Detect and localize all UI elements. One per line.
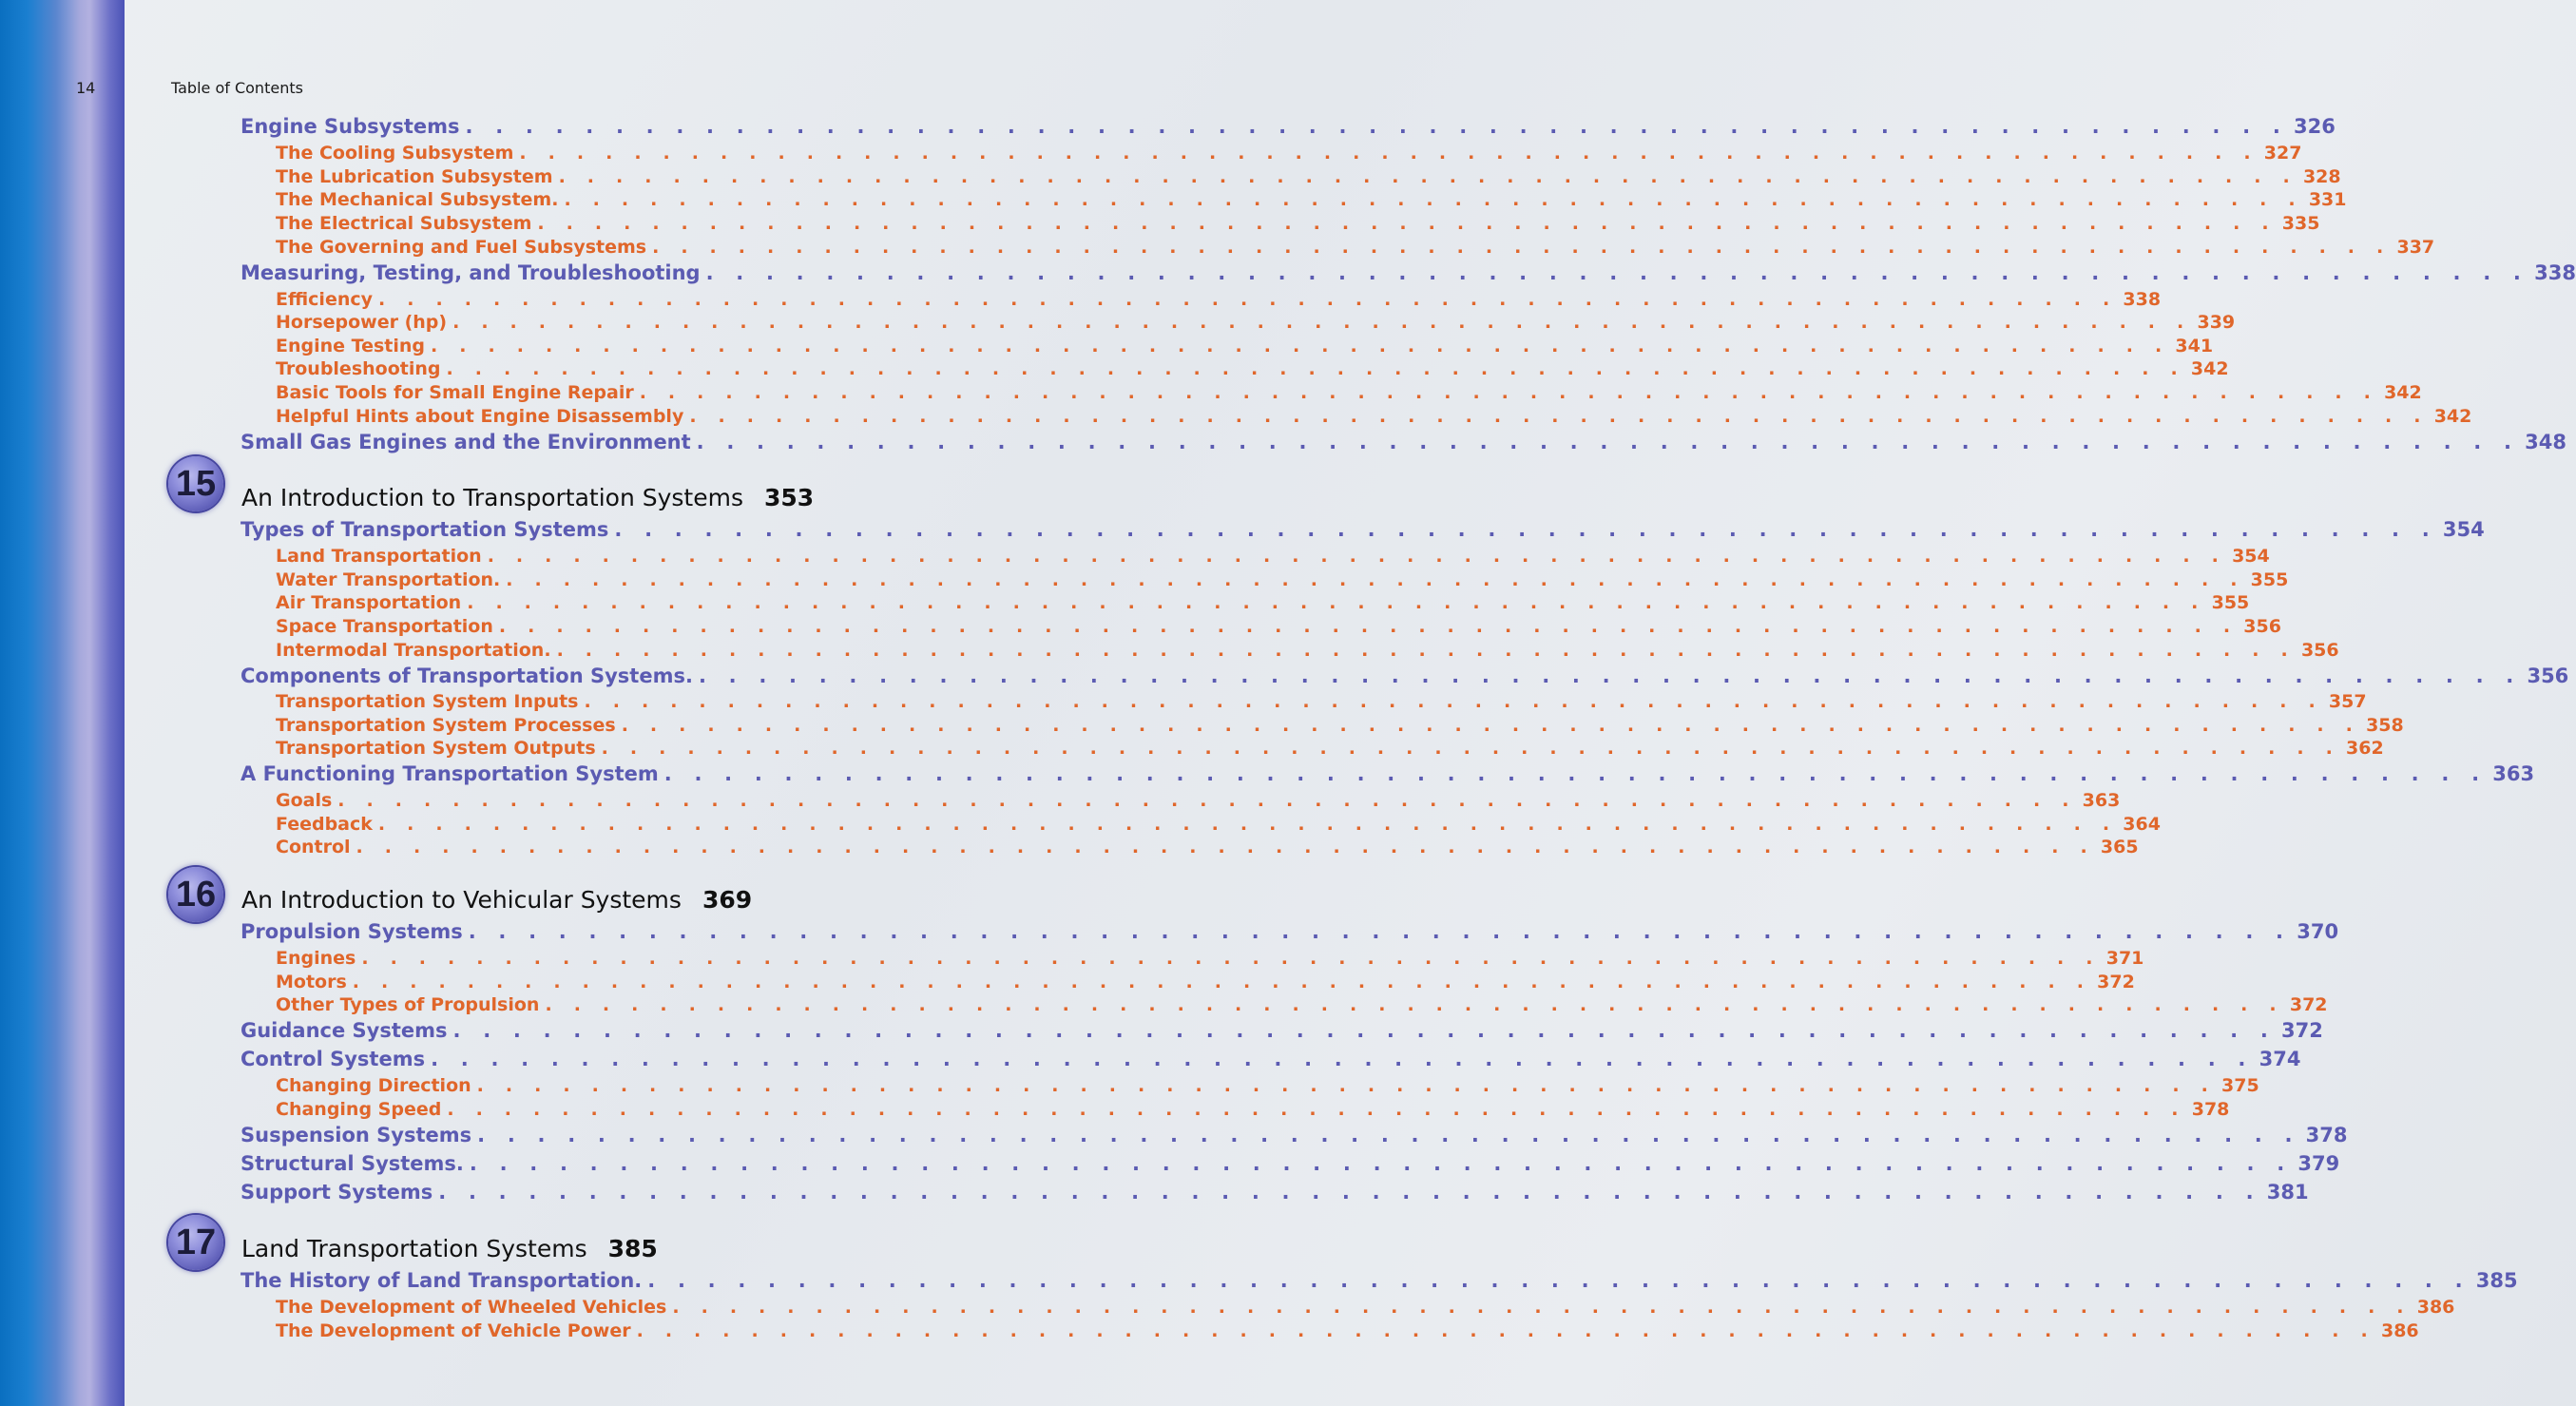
entry-title: Suspension Systems bbox=[240, 1124, 472, 1146]
entry-page-number: 365 bbox=[2100, 837, 2139, 857]
toc-subsection-entry[interactable] bbox=[276, 592, 2250, 613]
entry-page-number: 386 bbox=[2380, 1320, 2419, 1341]
dot-leader: . . . . . . . . . . . . . . . . . . . . . . . . . . . . . . . . . . . . . . . . . . . . . . . . . . . . . . . . . . . . . bbox=[705, 261, 2529, 284]
entry-page-number: 328 bbox=[2302, 166, 2341, 187]
chapter-title[interactable] bbox=[241, 886, 752, 914]
entry-page-number: 342 bbox=[2433, 406, 2472, 427]
toc-section-entry[interactable] bbox=[240, 1124, 2348, 1146]
entry-title: Water Transportation. bbox=[276, 569, 501, 590]
entry-title: Guidance Systems bbox=[240, 1019, 448, 1042]
dot-leader: . . . . . . . . . . . . . . . . . . . . . . . . . . . . . . . . . . . . . . . . . . . . . . . . . . . . . . . . . . . . . bbox=[696, 431, 2520, 453]
dot-leader: . . . . . . . . . . . . . . . . . . . . . . . . . . . . . . . . . . . . . . . . . . . . . . . . . . . . . . . . . . . . . bbox=[584, 691, 2323, 712]
toc-section-entry[interactable] bbox=[240, 1181, 2309, 1204]
entry-title: Changing Speed bbox=[276, 1099, 442, 1120]
entry-title: Support Systems bbox=[240, 1181, 433, 1204]
entry-page-number: 372 bbox=[2097, 972, 2135, 992]
entry-title: Small Gas Engines and the Environment bbox=[240, 431, 691, 453]
entry-title: Components of Transportation Systems. bbox=[240, 664, 693, 687]
toc-subsection-entry[interactable] bbox=[276, 569, 2289, 590]
toc-section-entry[interactable] bbox=[240, 431, 2567, 453]
toc-section-entry[interactable] bbox=[240, 1269, 2518, 1292]
entry-page-number: 348 bbox=[2525, 431, 2567, 453]
entry-page-number: 358 bbox=[2366, 715, 2404, 736]
toc-subsection-entry[interactable] bbox=[276, 1320, 2419, 1341]
entry-page-number: 363 bbox=[2492, 762, 2535, 785]
toc-section-entry[interactable] bbox=[240, 115, 2336, 138]
entry-title: Feedback bbox=[276, 814, 373, 835]
entry-page-number: 378 bbox=[2305, 1124, 2348, 1146]
page-number: 14 bbox=[76, 79, 96, 97]
dot-leader: . . . . . . . . . . . . . . . . . . . . . . . . . . . . . . . . . . . . . . . . . . . . . . . . . . . . . . . . . . . . . bbox=[477, 1124, 2300, 1146]
entry-title: Motors bbox=[276, 972, 347, 992]
entry-title: Space Transportation bbox=[276, 616, 493, 637]
dot-leader: . . . . . . . . . . . . . . . . . . . . . . . . . . . . . . . . . . . . . . . . . . . . . . . . . . . . . . . . . . . . . bbox=[647, 1269, 2470, 1292]
entry-page-number: 356 bbox=[2527, 664, 2569, 687]
entry-title: Changing Direction bbox=[276, 1075, 471, 1096]
dot-leader: . . . . . . . . . . . . . . . . . . . . . . . . . . . . . . . . . . . . . . . . . . . . . . . . . . . . . . . . . . . . . bbox=[352, 972, 2092, 992]
dot-leader: . . . . . . . . . . . . . . . . . . . . . . . . . . . . . . . . . . . . . . . . . . . . . . . . . . . . . . . . . . . . . bbox=[378, 289, 2118, 310]
dot-leader: . . . . . . . . . . . . . . . . . . . . . . . . . . . . . . . . . . . . . . . . . . . . . . . . . . . . . . . . . . . . . bbox=[564, 189, 2303, 210]
entry-page-number: 354 bbox=[2232, 546, 2270, 567]
dot-leader: . . . . . . . . . . . . . . . . . . . . . . . . . . . . . . . . . . . . . . . . . . . . . . . . . . . . . . . . . . . . . bbox=[537, 213, 2277, 234]
toc-subsection-entry[interactable] bbox=[276, 640, 2339, 661]
entry-title: Intermodal Transportation. bbox=[276, 640, 551, 661]
chapter-title[interactable] bbox=[241, 484, 814, 511]
dot-leader: . . . . . . . . . . . . . . . . . . . . . . . . . . . . . . . . . . . . . . . . . . . . . . . . . . . . . . . . . . . . . bbox=[663, 762, 2488, 785]
chapter-title-text: Land Transportation Systems bbox=[241, 1235, 587, 1262]
chapter-number-badge: 16 bbox=[168, 867, 223, 922]
dot-leader: . . . . . . . . . . . . . . . . . . . . . . . . . . . . . . . . . . . . . . . . . . . . . . . . . . . . . . . . . . . . . bbox=[558, 166, 2297, 187]
entry-title: The Lubrication Subsystem bbox=[276, 166, 553, 187]
entry-page-number: 386 bbox=[2416, 1297, 2455, 1318]
dot-leader: . . . . . . . . . . . . . . . . . . . . . . . . . . . . . . . . . . . . . . . . . . . . . . . . . . . . . . . . . . . . . bbox=[652, 237, 2392, 258]
entry-page-number: 364 bbox=[2123, 814, 2161, 835]
chapter-number-badge: 15 bbox=[168, 456, 223, 511]
chapter-page-number: 369 bbox=[702, 886, 753, 914]
entry-title: Helpful Hints about Engine Disassembly bbox=[276, 406, 684, 427]
chapter-number-badge: 17 bbox=[168, 1215, 223, 1270]
entry-title: Troubleshooting bbox=[276, 358, 441, 379]
entry-page-number: 372 bbox=[2289, 994, 2328, 1015]
entry-page-number: 370 bbox=[2297, 920, 2339, 943]
dot-leader: . . . . . . . . . . . . . . . . . . . . . . . . . . . . . . . . . . . . . . . . . . . . . . . . . . . . . . . . . . . . . bbox=[465, 115, 2288, 138]
entry-title: The Mechanical Subsystem. bbox=[276, 189, 559, 210]
dot-leader: . . . . . . . . . . . . . . . . . . . . . . . . . . . . . . . . . . . . . . . . . . . . . . . . . . . . . . . . . . . . . bbox=[698, 664, 2522, 687]
toc-subsection-entry[interactable] bbox=[276, 972, 2135, 992]
entry-page-number: 379 bbox=[2297, 1152, 2340, 1175]
chapter-page-number: 353 bbox=[764, 484, 815, 511]
entry-title: Types of Transportation Systems bbox=[240, 518, 609, 541]
toc-subsection-entry[interactable] bbox=[276, 1297, 2455, 1318]
toc-subsection-entry[interactable] bbox=[276, 189, 2347, 210]
dot-leader: . . . . . . . . . . . . . . . . . . . . . . . . . . . . . . . . . . . . . . . . . . . . . . . . . . . . . . . . . . . . . bbox=[468, 920, 2292, 943]
toc-subsection-entry[interactable] bbox=[276, 837, 2139, 857]
entry-page-number: 342 bbox=[2384, 382, 2422, 403]
dot-leader: . . . . . . . . . . . . . . . . . . . . . . . . . . . . . . . . . . . . . . . . . . . . . . . . . . . . . . . . . . . . . bbox=[356, 837, 2095, 857]
entry-page-number: 331 bbox=[2308, 189, 2347, 210]
dot-leader: . . . . . . . . . . . . . . . . . . . . . . . . . . . . . . . . . . . . . . . . . . . . . . . . . . . . . . . . . . . . . bbox=[467, 592, 2206, 613]
toc-subsection-entry[interactable] bbox=[276, 358, 2229, 379]
toc-subsection-entry[interactable] bbox=[276, 616, 2281, 637]
entry-page-number: 326 bbox=[2294, 115, 2336, 138]
toc-subsection-entry[interactable] bbox=[276, 1099, 2230, 1120]
dot-leader: . . . . . . . . . . . . . . . . . . . . . . . . . . . . . . . . . . . . . . . . . . . . . . . . . . . . . . . . . . . . . bbox=[452, 312, 2192, 333]
toc-subsection-entry[interactable] bbox=[276, 406, 2472, 427]
dot-leader: . . . . . . . . . . . . . . . . . . . . . . . . . . . . . . . . . . . . . . . . . . . . . . . . . . . . . . . . . . . . . bbox=[506, 569, 2245, 590]
toc-subsection-entry[interactable] bbox=[276, 691, 2367, 712]
entry-title: Other Types of Propulsion bbox=[276, 994, 540, 1015]
toc-subsection-entry[interactable] bbox=[276, 166, 2341, 187]
entry-page-number: 374 bbox=[2259, 1048, 2301, 1070]
entry-title: Air Transportation bbox=[276, 592, 462, 613]
toc-subsection-entry[interactable] bbox=[276, 546, 2270, 567]
entry-title: Engines bbox=[276, 948, 356, 969]
toc-section-entry[interactable] bbox=[240, 920, 2339, 943]
entry-title: Transportation System Outputs bbox=[276, 738, 596, 759]
dot-leader: . . . . . . . . . . . . . . . . . . . . . . . . . . . . . . . . . . . . . . . . . . . . . . . . . . . . . . . . . . . . . bbox=[614, 518, 2437, 541]
toc-section-entry[interactable] bbox=[240, 261, 2576, 284]
dot-leader: . . . . . . . . . . . . . . . . . . . . . . . . . . . . . . . . . . . . . . . . . . . . . . . . . . . . . . . . . . . . . bbox=[476, 1075, 2217, 1096]
entry-title: Transportation System Processes bbox=[276, 715, 616, 736]
toc-subsection-entry[interactable] bbox=[276, 814, 2161, 835]
chapter-title-text: An Introduction to Transportation Systems bbox=[241, 484, 743, 511]
dot-leader: . . . . . . . . . . . . . . . . . . . . . . . . . . . . . . . . . . . . . . . . . . . . . . . . . . . . . . . . . . . . . bbox=[672, 1297, 2412, 1318]
toc-subsection-entry[interactable] bbox=[276, 948, 2144, 969]
dot-leader: . . . . . . . . . . . . . . . . . . . . . . . . . . . . . . . . . . . . . . . . . . . . . . . . . . . . . . . . . . . . . bbox=[431, 1048, 2254, 1070]
entry-page-number: 357 bbox=[2328, 691, 2367, 712]
entry-title: Structural Systems. bbox=[240, 1152, 464, 1175]
running-head: Table of Contents bbox=[171, 79, 303, 97]
entry-page-number: 337 bbox=[2396, 237, 2435, 258]
entry-page-number: 335 bbox=[2281, 213, 2320, 234]
entry-page-number: 338 bbox=[2534, 261, 2576, 284]
entry-page-number: 342 bbox=[2190, 358, 2229, 379]
dot-leader: . . . . . . . . . . . . . . . . . . . . . . . . . . . . . . . . . . . . . . . . . . . . . . . . . . . . . . . . . . . . . bbox=[519, 143, 2259, 164]
toc-section-entry[interactable] bbox=[240, 1152, 2340, 1175]
entry-page-number: 371 bbox=[2105, 948, 2144, 969]
entry-page-number: 339 bbox=[2197, 312, 2236, 333]
toc-subsection-entry[interactable] bbox=[276, 715, 2404, 736]
entry-title: Control bbox=[276, 837, 351, 857]
entry-title: Engine Testing bbox=[276, 336, 426, 356]
toc-section-entry[interactable] bbox=[240, 1048, 2301, 1070]
entry-title: The Cooling Subsystem bbox=[276, 143, 514, 164]
chapter-title-text: An Introduction to Vehicular Systems bbox=[241, 886, 682, 914]
entry-title: Engine Subsystems bbox=[240, 115, 460, 138]
dot-leader: . . . . . . . . . . . . . . . . . . . . . . . . . . . . . . . . . . . . . . . . . . . . . . . . . . . . . . . . . . . . . bbox=[446, 358, 2185, 379]
toc-subsection-entry[interactable] bbox=[276, 790, 2121, 811]
dot-leader: . . . . . . . . . . . . . . . . . . . . . . . . . . . . . . . . . . . . . . . . . . . . . . . . . . . . . . . . . . . . . bbox=[689, 406, 2429, 427]
toc-subsection-entry[interactable] bbox=[276, 336, 2214, 356]
entry-page-number: 363 bbox=[2082, 790, 2121, 811]
toc-section-entry[interactable] bbox=[240, 518, 2485, 541]
dot-leader: . . . . . . . . . . . . . . . . . . . . . . . . . . . . . . . . . . . . . . . . . . . . . . . . . . . . . . . . . . . . . bbox=[377, 814, 2118, 835]
entry-title: Control Systems bbox=[240, 1048, 426, 1070]
toc-subsection-entry[interactable] bbox=[276, 1075, 2259, 1096]
toc-subsection-entry[interactable] bbox=[276, 312, 2236, 333]
entry-title: The Development of Wheeled Vehicles bbox=[276, 1297, 667, 1318]
dot-leader: . . . . . . . . . . . . . . . . . . . . . . . . . . . . . . . . . . . . . . . . . . . . . . . . . . . . . . . . . . . . . bbox=[621, 715, 2361, 736]
entry-page-number: 355 bbox=[2250, 569, 2289, 590]
entry-title: The History of Land Transportation. bbox=[240, 1269, 643, 1292]
dot-leader: . . . . . . . . . . . . . . . . . . . . . . . . . . . . . . . . . . . . . . . . . . . . . . . . . . . . . . . . . . . . . bbox=[469, 1152, 2293, 1175]
entry-title: Propulsion Systems bbox=[240, 920, 463, 943]
entry-page-number: 355 bbox=[2211, 592, 2250, 613]
entry-page-number: 338 bbox=[2123, 289, 2162, 310]
dot-leader: . . . . . . . . . . . . . . . . . . . . . . . . . . . . . . . . . . . . . . . . . . . . . . . . . . . . . . . . . . . . . bbox=[447, 1099, 2186, 1120]
entry-title: Transportation System Inputs bbox=[276, 691, 579, 712]
toc-section-entry[interactable] bbox=[240, 664, 2569, 687]
entry-title: Basic Tools for Small Engine Repair bbox=[276, 382, 634, 403]
dot-leader: . . . . . . . . . . . . . . . . . . . . . . . . . . . . . . . . . . . . . . . . . . . . . . . . . . . . . . . . . . . . . bbox=[601, 738, 2341, 759]
entry-page-number: 327 bbox=[2263, 143, 2302, 164]
dot-leader: . . . . . . . . . . . . . . . . . . . . . . . . . . . . . . . . . . . . . . . . . . . . . . . . . . . . . . . . . . . . . bbox=[487, 546, 2227, 567]
entry-title: Efficiency bbox=[276, 289, 374, 310]
entry-title: Measuring, Testing, and Troubleshooting bbox=[240, 261, 701, 284]
entry-title: Horsepower (hp) bbox=[276, 312, 448, 333]
page-edge-color-band bbox=[0, 0, 125, 1406]
toc-section-entry[interactable] bbox=[240, 1019, 2323, 1042]
entry-page-number: 385 bbox=[2475, 1269, 2518, 1292]
toc-subsection-entry[interactable] bbox=[276, 237, 2435, 258]
entry-page-number: 378 bbox=[2191, 1099, 2230, 1120]
toc-subsection-entry[interactable] bbox=[276, 143, 2302, 164]
entry-page-number: 375 bbox=[2221, 1075, 2259, 1096]
dot-leader: . . . . . . . . . . . . . . . . . . . . . . . . . . . . . . . . . . . . . . . . . . . . . . . . . . . . . . . . . . . . . bbox=[431, 336, 2170, 356]
toc-subsection-entry[interactable] bbox=[276, 382, 2422, 403]
entry-page-number: 341 bbox=[2175, 336, 2214, 356]
toc-subsection-entry[interactable] bbox=[276, 738, 2384, 759]
dot-leader: . . . . . . . . . . . . . . . . . . . . . . . . . . . . . . . . . . . . . . . . . . . . . . . . . . . . . . . . . . . . . bbox=[452, 1019, 2277, 1042]
dot-leader: . . . . . . . . . . . . . . . . . . . . . . . . . . . . . . . . . . . . . . . . . . . . . . . . . . . . . . . . . . . . . bbox=[639, 382, 2379, 403]
entry-page-number: 362 bbox=[2346, 738, 2384, 759]
dot-leader: . . . . . . . . . . . . . . . . . . . . . . . . . . . . . . . . . . . . . . . . . . . . . . . . . . . . . . . . . . . . . bbox=[438, 1181, 2261, 1204]
entry-title: Land Transportation bbox=[276, 546, 482, 567]
dot-leader: . . . . . . . . . . . . . . . . . . . . . . . . . . . . . . . . . . . . . . . . . . . . . . . . . . . . . . . . . . . . . bbox=[545, 994, 2284, 1015]
entry-page-number: 354 bbox=[2442, 518, 2485, 541]
entry-title: Goals bbox=[276, 790, 333, 811]
entry-title: The Development of Vehicle Power bbox=[276, 1320, 631, 1341]
entry-page-number: 356 bbox=[2243, 616, 2281, 637]
toc-subsection-entry[interactable] bbox=[276, 289, 2162, 310]
entry-title: The Governing and Fuel Subsystems bbox=[276, 237, 647, 258]
toc-section-entry[interactable] bbox=[240, 762, 2535, 785]
entry-title: The Electrical Subsystem bbox=[276, 213, 532, 234]
chapter-title[interactable] bbox=[241, 1235, 658, 1262]
entry-page-number: 372 bbox=[2281, 1019, 2323, 1042]
dot-leader: . . . . . . . . . . . . . . . . . . . . . . . . . . . . . . . . . . . . . . . . . . . . . . . . . . . . . . . . . . . . . bbox=[337, 790, 2077, 811]
entry-page-number: 356 bbox=[2300, 640, 2339, 661]
chapter-page-number: 385 bbox=[607, 1235, 658, 1262]
dot-leader: . . . . . . . . . . . . . . . . . . . . . . . . . . . . . . . . . . . . . . . . . . . . . . . . . . . . . . . . . . . . . bbox=[636, 1320, 2375, 1341]
entry-page-number: 381 bbox=[2266, 1181, 2309, 1204]
dot-leader: . . . . . . . . . . . . . . . . . . . . . . . . . . . . . . . . . . . . . . . . . . . . . . . . . . . . . . . . . . . . . bbox=[556, 640, 2296, 661]
toc-subsection-entry[interactable] bbox=[276, 213, 2320, 234]
toc-subsection-entry[interactable] bbox=[276, 994, 2328, 1015]
entry-title: A Functioning Transportation System bbox=[240, 762, 659, 785]
dot-leader: . . . . . . . . . . . . . . . . . . . . . . . . . . . . . . . . . . . . . . . . . . . . . . . . . . . . . . . . . . . . . bbox=[361, 948, 2101, 969]
dot-leader: . . . . . . . . . . . . . . . . . . . . . . . . . . . . . . . . . . . . . . . . . . . . . . . . . . . . . . . . . . . . . bbox=[498, 616, 2239, 637]
